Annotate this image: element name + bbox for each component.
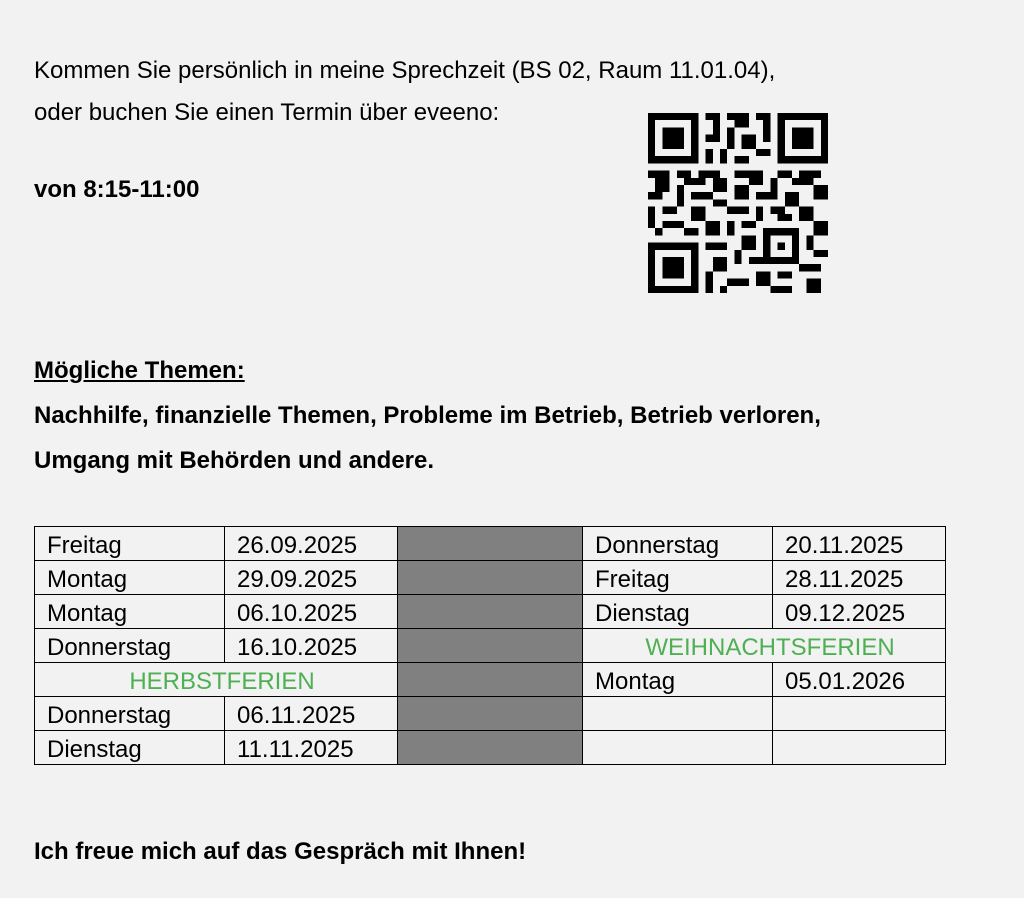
- table-row: [35, 561, 946, 595]
- date-cell: 06.10.2025: [225, 595, 398, 629]
- topics-heading: Mögliche Themen:: [34, 357, 245, 384]
- date-cell: 20.11.2025: [773, 527, 946, 561]
- date-cell: 28.11.2025: [773, 561, 946, 595]
- weekday-cell: [583, 731, 773, 765]
- separator-cell: [398, 663, 583, 697]
- weekday-cell: Dienstag: [583, 595, 773, 629]
- intro-line-1: Kommen Sie persönlich in meine Sprechzeit (BS 02, Raum 11.01.04),: [34, 57, 776, 84]
- weekday-cell: Donnerstag: [35, 697, 225, 731]
- date-cell: 29.09.2025: [225, 561, 398, 595]
- separator-cell: [398, 595, 583, 629]
- separator-cell: [398, 697, 583, 731]
- weekday-cell: Donnerstag: [35, 629, 225, 663]
- weekday-cell: Dienstag: [35, 731, 225, 765]
- closing-text: Ich freue mich auf das Gespräch mit Ihnen!: [34, 838, 527, 865]
- separator-cell: [398, 527, 583, 561]
- schedule-table: [34, 526, 946, 765]
- holiday-cell: HERBSTFERIEN: [35, 663, 398, 697]
- table-row: [35, 629, 946, 663]
- date-cell: 09.12.2025: [773, 595, 946, 629]
- weekday-cell: Montag: [35, 561, 225, 595]
- intro-line-2: oder buchen Sie einen Termin über eveeno:: [34, 99, 500, 126]
- separator-cell: [398, 561, 583, 595]
- separator-cell: [398, 629, 583, 663]
- weekday-cell: Donnerstag: [583, 527, 773, 561]
- weekday-cell: [583, 697, 773, 731]
- table-row: [35, 595, 946, 629]
- topics-section: [34, 348, 821, 483]
- topics-line-1: Nachhilfe, finanzielle Themen, Probleme im Betrieb, Betrieb verloren,: [34, 402, 821, 429]
- separator-cell: [398, 731, 583, 765]
- date-cell: 05.01.2026: [773, 663, 946, 697]
- date-cell: 26.09.2025: [225, 527, 398, 561]
- weekday-cell: Montag: [583, 663, 773, 697]
- table-row: [35, 663, 946, 697]
- date-cell: [773, 731, 946, 765]
- date-cell: [773, 697, 946, 731]
- topics-line-2: Umgang mit Behörden und andere.: [34, 447, 435, 474]
- holiday-cell: WEIHNACHTSFERIEN: [583, 629, 946, 663]
- weekday-cell: Freitag: [583, 561, 773, 595]
- date-cell: 11.11.2025: [225, 731, 398, 765]
- weekday-cell: Freitag: [35, 527, 225, 561]
- qr-code-icon[interactable]: [648, 113, 828, 293]
- table-row: [35, 697, 946, 731]
- table-row: [35, 731, 946, 765]
- weekday-cell: Montag: [35, 595, 225, 629]
- date-cell: 06.11.2025: [225, 697, 398, 731]
- table-row: [35, 527, 946, 561]
- date-cell: 16.10.2025: [225, 629, 398, 663]
- office-hours: von 8:15-11:00: [34, 176, 200, 203]
